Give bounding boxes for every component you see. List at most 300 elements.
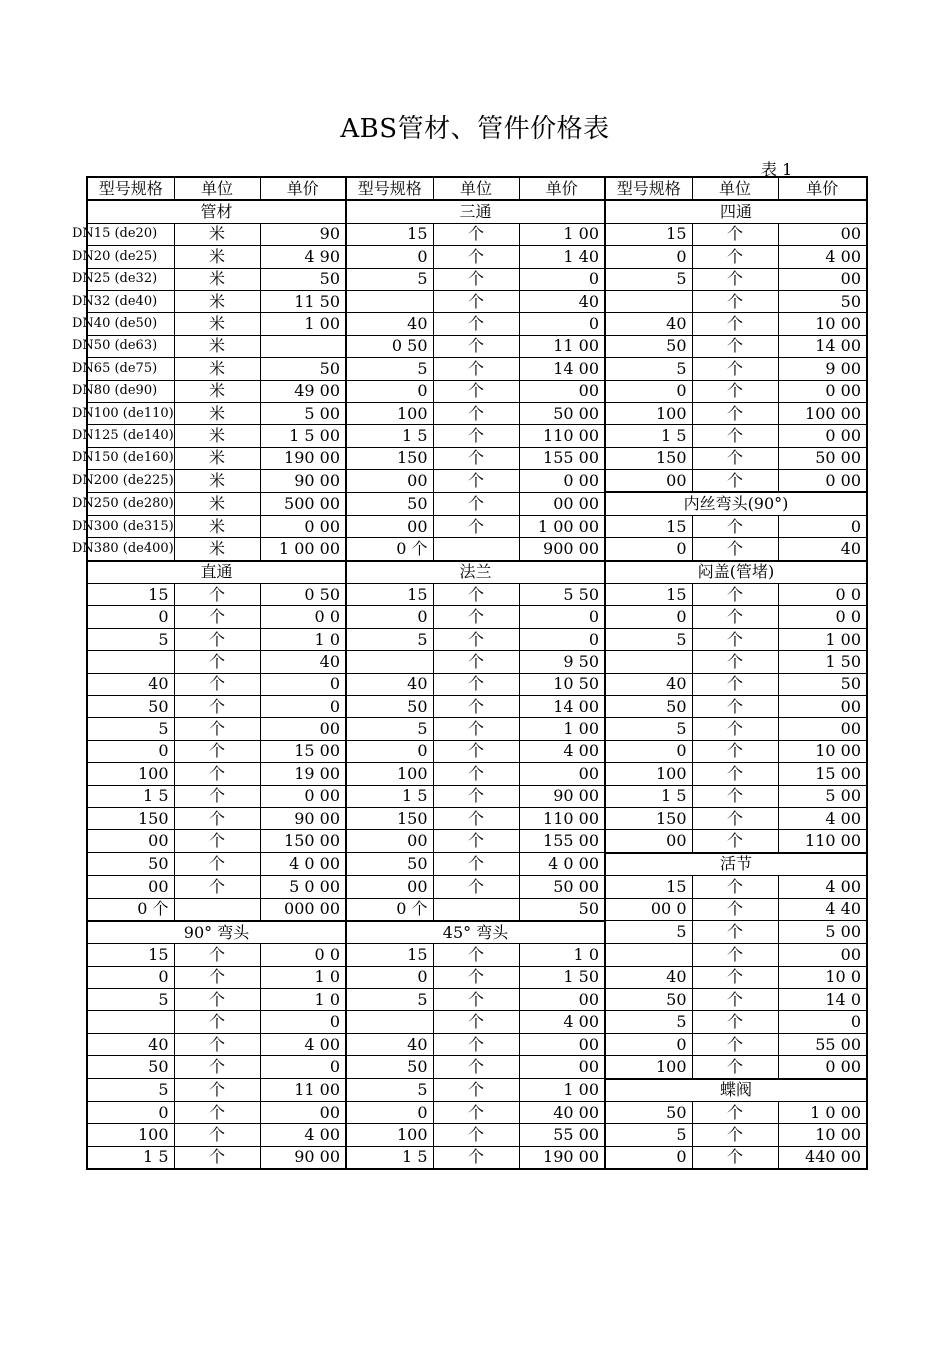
table-cell: 100 [346, 1124, 433, 1146]
section-header: 45° 弯头 [346, 921, 605, 944]
spec-cell [72, 515, 174, 537]
table-cell: 个 [692, 785, 778, 807]
table-cell: 米 [174, 313, 260, 335]
table-row [87, 944, 867, 966]
table-cell: 个 [692, 921, 778, 944]
table-cell: 个 [433, 944, 519, 966]
table-cell: 个 [433, 335, 519, 357]
table-cell: 50 [605, 335, 692, 357]
table-cell: 个 [174, 944, 260, 966]
table-cell: 米 [174, 335, 260, 357]
table-cell: 15 [605, 876, 692, 898]
table-cell: 0 个 [346, 538, 433, 561]
section-header: 直通 [87, 561, 346, 584]
table-cell: 50 [346, 695, 433, 717]
header-cell: 单价 [519, 177, 605, 200]
table-cell: 00 [87, 876, 174, 898]
table-cell: 个 [433, 1146, 519, 1169]
table-cell: 4 00 [778, 876, 867, 898]
table-cell: 个 [433, 515, 519, 537]
table-cell: 150 00 [260, 830, 346, 853]
table-cell: 1 5 [605, 785, 692, 807]
table-cell: 5 00 [260, 402, 346, 424]
table-cell: 个 [174, 1033, 260, 1055]
table-cell: 0 [346, 740, 433, 762]
table-cell: 10 00 [778, 1124, 867, 1146]
table-cell: 1 40 [519, 246, 605, 268]
table-cell: 1 5 [87, 785, 174, 807]
table-row [87, 876, 867, 898]
table-cell: 0 [605, 740, 692, 762]
table-row [87, 380, 867, 402]
table-cell: 个 [174, 1011, 260, 1033]
table-cell: 50 [778, 290, 867, 312]
table-cell: 155 00 [519, 830, 605, 853]
table-cell: 110 00 [778, 830, 867, 853]
table-cell: 米 [174, 358, 260, 380]
table-cell: 个 [433, 1056, 519, 1079]
table-cell: 40 [87, 673, 174, 695]
table-row [87, 1056, 867, 1079]
table-cell: 0 0 [778, 584, 867, 606]
table-cell: 个 [174, 1124, 260, 1146]
table-cell: 米 [174, 425, 260, 447]
table-cell: 个 [433, 966, 519, 988]
table-row [87, 807, 867, 829]
table-cell: 0 [346, 606, 433, 628]
table-row [87, 1124, 867, 1146]
table-cell: 个 [174, 651, 260, 673]
table-cell: 19 00 [260, 763, 346, 785]
table-cell: 个 [433, 584, 519, 606]
table-cell: 个 [433, 447, 519, 469]
table-cell [605, 944, 692, 966]
spec-label: DN20 (de25) [72, 248, 158, 264]
section-header: 四通 [605, 200, 867, 223]
table-cell: 11 50 [260, 290, 346, 312]
header-cell: 型号规格 [87, 177, 174, 200]
table-cell: 90 00 [260, 807, 346, 829]
table-cell: 100 [346, 763, 433, 785]
table-cell: 110 00 [519, 807, 605, 829]
table-cell: 5 [605, 718, 692, 740]
table-cell: 0 50 [346, 335, 433, 357]
table-cell: 15 [346, 584, 433, 606]
table-cell: 个 [692, 313, 778, 335]
table-cell: 个 [174, 584, 260, 606]
table-cell: 50 [87, 1056, 174, 1079]
table-cell: 0 00 [778, 1056, 867, 1079]
table-cell: 0 个 [87, 898, 174, 921]
table-cell: 55 00 [778, 1033, 867, 1055]
table-cell: 个 [433, 718, 519, 740]
table-cell: 5 0 00 [260, 876, 346, 898]
table-cell: 1 00 00 [519, 515, 605, 537]
table-cell: 150 [605, 807, 692, 829]
table-cell: 个 [692, 425, 778, 447]
table-cell: 个 [174, 807, 260, 829]
table-cell: 个 [174, 853, 260, 876]
spec-cell [72, 447, 174, 469]
table-cell: 00 [519, 989, 605, 1011]
table-cell: 0 [605, 606, 692, 628]
table-cell: 1 00 [778, 628, 867, 650]
table-cell: 5 [346, 1079, 433, 1102]
table-cell: 米 [174, 538, 260, 561]
table-cell [605, 651, 692, 673]
table-cell: 1 0 [260, 989, 346, 1011]
table-row [87, 1011, 867, 1033]
table-cell: 0 0 [260, 944, 346, 966]
table-cell: 1 5 [605, 425, 692, 447]
table-cell: 个 [433, 223, 519, 245]
table-cell: 个 [433, 853, 519, 876]
spec-cell [72, 402, 174, 424]
table-cell: 个 [174, 876, 260, 898]
table-cell: 40 [346, 1033, 433, 1055]
table-cell: 个 [174, 606, 260, 628]
table-cell: 50 [346, 492, 433, 515]
table-cell: 个 [174, 763, 260, 785]
table-cell: 0 [346, 966, 433, 988]
table-cell: 个 [433, 673, 519, 695]
table-row [87, 898, 867, 921]
table-cell: 个 [433, 740, 519, 762]
table-cell: 150 [605, 447, 692, 469]
table-cell: 4 00 [519, 740, 605, 762]
table-cell: 个 [692, 335, 778, 357]
table-cell: 50 [778, 673, 867, 695]
table-cell: 00 [605, 830, 692, 853]
table-cell: 00 [778, 223, 867, 245]
table-cell: 5 [605, 1011, 692, 1033]
table-cell: 个 [433, 1011, 519, 1033]
table-cell: 00 [519, 1033, 605, 1055]
table-cell: 个 [692, 402, 778, 424]
table-cell: 50 00 [519, 402, 605, 424]
table-cell: 1 0 [260, 628, 346, 650]
table-cell: 个 [433, 425, 519, 447]
table-cell: 个 [692, 876, 778, 898]
table-cell: 1 00 [519, 1079, 605, 1102]
table-cell: 个 [692, 966, 778, 988]
section-header: 内丝弯头(90°) [605, 492, 867, 515]
table-cell: 个 [433, 358, 519, 380]
table-cell: 个 [433, 606, 519, 628]
table-cell: 个 [692, 1146, 778, 1169]
table-cell [174, 898, 260, 921]
table-cell: 0 00 [519, 470, 605, 493]
table-cell: 0 [519, 268, 605, 290]
table-cell: 个 [174, 785, 260, 807]
header-cell: 型号规格 [605, 177, 692, 200]
spec-cell [72, 290, 174, 312]
table-cell: 50 [260, 268, 346, 290]
table-cell: 0 [260, 673, 346, 695]
table-cell: 4 00 [778, 246, 867, 268]
table-cell: 个 [433, 1102, 519, 1124]
spec-cell [72, 425, 174, 447]
table-cell: 0 [87, 606, 174, 628]
table-cell: 49 00 [260, 380, 346, 402]
table-cell: 14 00 [778, 335, 867, 357]
table-cell: 14 0 [778, 989, 867, 1011]
table-cell: 0 [519, 313, 605, 335]
spec-cell [72, 223, 174, 245]
table-cell: 个 [433, 313, 519, 335]
table-cell: 米 [174, 402, 260, 424]
table-cell: 米 [174, 470, 260, 493]
spec-cell [72, 268, 174, 290]
table-cell: 个 [174, 1079, 260, 1102]
table-cell: 10 0 [778, 966, 867, 988]
header-cell: 单价 [260, 177, 346, 200]
table-cell: 个 [692, 470, 778, 493]
spec-label: DN15 (de20) [72, 226, 158, 242]
table-row [87, 313, 867, 335]
table-row [87, 358, 867, 380]
table-cell: 4 90 [260, 246, 346, 268]
table-cell: 0 [346, 380, 433, 402]
table-cell: 4 00 [260, 1124, 346, 1146]
table-cell: 个 [433, 268, 519, 290]
table-row [87, 246, 867, 268]
table-cell [87, 1011, 174, 1033]
table-cell: 个 [174, 628, 260, 650]
table-cell: 个 [692, 606, 778, 628]
table-row [87, 223, 867, 245]
table-cell: 40 [87, 1033, 174, 1055]
table-cell: 个 [692, 584, 778, 606]
table-cell: 0 个 [346, 898, 433, 921]
table-row [87, 1102, 867, 1124]
table-row [87, 538, 867, 561]
table-cell: 个 [174, 740, 260, 762]
table-cell: 0 [778, 515, 867, 537]
table-cell: 4 00 [778, 807, 867, 829]
table-cell: 米 [174, 447, 260, 469]
table-cell: 50 [87, 695, 174, 717]
section-header: 三通 [346, 200, 605, 223]
table-cell: 个 [692, 1102, 778, 1124]
table-cell: 个 [433, 1079, 519, 1102]
table-cell: 00 [778, 695, 867, 717]
table-cell: 米 [174, 515, 260, 537]
table-cell: 00 [346, 515, 433, 537]
table-cell: 0 [87, 740, 174, 762]
section-header: 管材 [87, 200, 346, 223]
table-cell: 1 50 [778, 651, 867, 673]
table-cell: 个 [433, 651, 519, 673]
table-cell: 150 [346, 447, 433, 469]
table-cell: 55 00 [519, 1124, 605, 1146]
table-row [87, 1033, 867, 1055]
header-cell: 单位 [433, 177, 519, 200]
table-cell: 15 [87, 944, 174, 966]
table-row [87, 853, 867, 876]
table-cell: 440 00 [778, 1146, 867, 1169]
header-cell: 单价 [778, 177, 867, 200]
table-cell: 50 00 [778, 447, 867, 469]
table-row [87, 989, 867, 1011]
table-cell [260, 335, 346, 357]
table-cell: 个 [692, 763, 778, 785]
table-cell: 110 00 [519, 425, 605, 447]
section-header: 活节 [605, 853, 867, 876]
section-header: 法兰 [346, 561, 605, 584]
table-cell: 50 [346, 853, 433, 876]
table-row [87, 425, 867, 447]
table-cell: 米 [174, 268, 260, 290]
table-cell: 0 [605, 380, 692, 402]
table-cell: 150 [346, 807, 433, 829]
table-cell: 40 [605, 966, 692, 988]
table-cell: 90 00 [519, 785, 605, 807]
table-cell: 10 00 [778, 740, 867, 762]
table-cell: 5 00 [778, 785, 867, 807]
table-cell: 个 [692, 695, 778, 717]
table-cell: 个 [433, 876, 519, 898]
table-cell: 个 [692, 740, 778, 762]
table-row [87, 740, 867, 762]
table-cell: 个 [692, 944, 778, 966]
table-cell [346, 1011, 433, 1033]
table-cell: 5 [605, 358, 692, 380]
table-cell: 0 [260, 1011, 346, 1033]
table-cell: 个 [692, 718, 778, 740]
table-cell: 1 5 [346, 1146, 433, 1169]
table-cell: 00 [260, 1102, 346, 1124]
table-row [87, 785, 867, 807]
section-header: 蝶阀 [605, 1079, 867, 1102]
table-cell: 00 [519, 1056, 605, 1079]
table-row [87, 718, 867, 740]
table-cell: 个 [433, 695, 519, 717]
table-cell: 1 5 [346, 785, 433, 807]
table-cell: 0 00 [778, 470, 867, 493]
table-cell: 5 50 [519, 584, 605, 606]
table-row [87, 651, 867, 673]
table-cell: 个 [692, 989, 778, 1011]
table-cell: 00 [346, 876, 433, 898]
table-cell: 个 [692, 1056, 778, 1079]
table-cell: 0 50 [260, 584, 346, 606]
table-cell: 0 [87, 1102, 174, 1124]
table-cell: 9 00 [778, 358, 867, 380]
table-row [87, 830, 867, 853]
table-row [87, 628, 867, 650]
table-cell: 50 [605, 695, 692, 717]
table-cell: 0 [346, 246, 433, 268]
table-cell: 1 00 [260, 313, 346, 335]
table-cell: 5 [87, 1079, 174, 1102]
table-cell: 1 50 [519, 966, 605, 988]
spec-label: DN300 (de315) [72, 518, 174, 534]
table-cell: 15 00 [260, 740, 346, 762]
table-cell: 00 [778, 718, 867, 740]
table-cell: 50 [346, 1056, 433, 1079]
table-cell: 10 50 [519, 673, 605, 695]
table-cell: 0 [260, 1056, 346, 1079]
header-cell: 单位 [692, 177, 778, 200]
table-cell: 个 [692, 447, 778, 469]
table-cell: 5 [605, 921, 692, 944]
table-row [87, 584, 867, 606]
spec-label: DN200 (de225) [72, 473, 174, 489]
table-cell: 米 [174, 492, 260, 515]
table-cell: 5 [87, 718, 174, 740]
table-number: 表 1 [761, 160, 793, 179]
table-cell: 0 [346, 1102, 433, 1124]
table-row [87, 200, 867, 223]
table-row [87, 470, 867, 493]
table-cell: 个 [692, 358, 778, 380]
table-cell: 0 [87, 966, 174, 988]
table-row [87, 763, 867, 785]
table-cell: 40 [519, 290, 605, 312]
table-cell: 100 00 [778, 402, 867, 424]
price-table [72, 176, 868, 1170]
table-cell: 0 00 [260, 515, 346, 537]
table-cell: 0 0 [260, 606, 346, 628]
table-cell: 00 0 [605, 898, 692, 921]
table-cell [87, 651, 174, 673]
section-header: 90° 弯头 [87, 921, 346, 944]
table-cell: 个 [433, 402, 519, 424]
table-cell: 0 0 [778, 606, 867, 628]
table-cell: 15 00 [778, 763, 867, 785]
table-cell: 个 [433, 807, 519, 829]
spec-label: DN380 (de400) [72, 540, 174, 556]
table-cell: 个 [692, 538, 778, 561]
table-row [87, 1079, 867, 1102]
table-cell: 40 [260, 651, 346, 673]
table-cell: 个 [174, 695, 260, 717]
table-cell: 000 00 [260, 898, 346, 921]
table-row [87, 335, 867, 357]
table-cell: 5 [605, 268, 692, 290]
table-cell: 个 [174, 830, 260, 853]
table-cell: 个 [692, 246, 778, 268]
table-cell: 90 [260, 223, 346, 245]
table-cell: 90 00 [260, 470, 346, 493]
header-cell: 型号规格 [346, 177, 433, 200]
table-row [87, 921, 867, 944]
table-cell: 个 [174, 673, 260, 695]
table-row [87, 561, 867, 584]
table-cell: 个 [692, 651, 778, 673]
table-cell: 5 [346, 268, 433, 290]
table-cell: 0 [605, 538, 692, 561]
table-cell: 1 00 00 [260, 538, 346, 561]
spec-label: DN25 (de32) [72, 271, 158, 287]
table-cell: 4 00 [519, 1011, 605, 1033]
spec-label: DN50 (de63) [72, 338, 158, 354]
table-cell: 1 0 [519, 944, 605, 966]
table-cell: 个 [433, 1033, 519, 1055]
table-cell: 4 0 00 [260, 853, 346, 876]
table-cell: 个 [433, 246, 519, 268]
table-cell: 个 [433, 628, 519, 650]
table-row [87, 492, 867, 515]
table-cell: 个 [174, 718, 260, 740]
table-cell: 1 5 00 [260, 425, 346, 447]
table-row [87, 673, 867, 695]
table-cell: 0 [260, 695, 346, 717]
table-cell: 0 [605, 1146, 692, 1169]
table-row [87, 966, 867, 988]
table-cell: 5 [87, 628, 174, 650]
